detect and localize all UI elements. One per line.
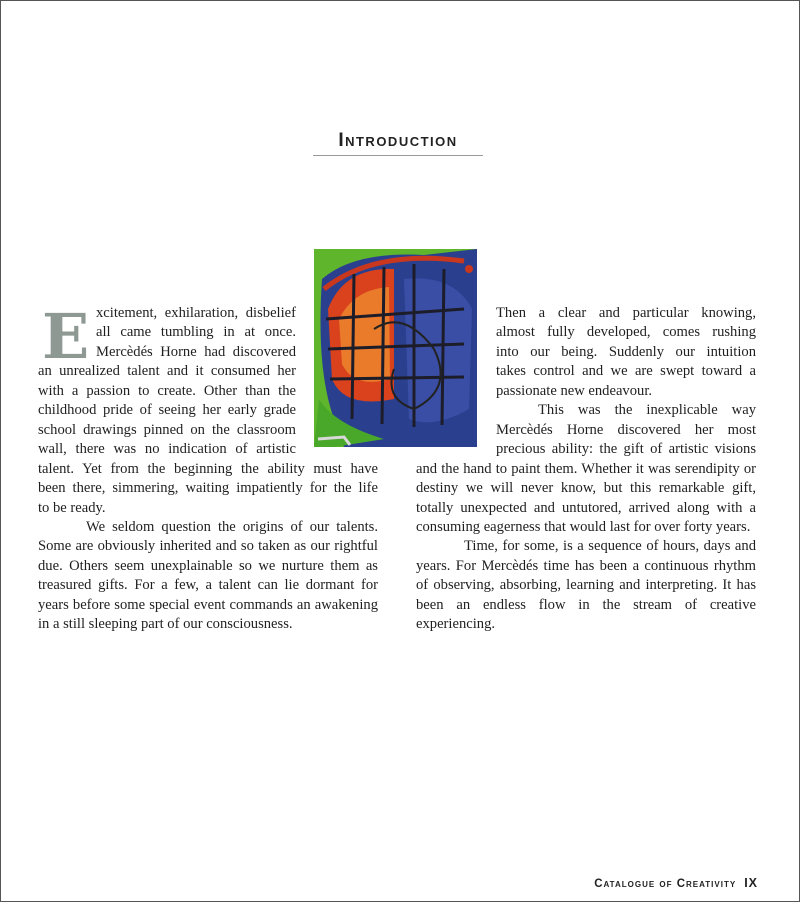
left-wrap-lines-dropcap (96, 304, 296, 362)
left-line: talent. Yet from the beginning the ability must have (38, 460, 378, 477)
right-wrap-lines (496, 304, 756, 460)
right-line: Mercèdés Horne discovered her most (496, 421, 756, 438)
right-line: precious ability: the gift of artistic visions (496, 441, 756, 458)
left-paragraph-2: We seldom question the origins of our talents. Some are obviously inherited and so taken as our rightful due. Others seem unexplainable so we nurture them as treasured gifts. For a few, a talent can lie dormant for years before some special event commands an awakening in a still sleeping part of our consciousness. (38, 518, 378, 633)
right-line: passionate new endeavour. (496, 382, 653, 399)
left-line: all came tumbling in at once. (96, 324, 296, 341)
right-line: almost fully developed, comes rushing (496, 324, 756, 341)
page-number: IX (744, 876, 758, 890)
page-footer (594, 876, 758, 890)
left-full-lines (38, 460, 378, 635)
left-line: xcitement, exhilaration, disbelief (96, 305, 296, 321)
right-line: This was the inexplicable way (538, 402, 756, 419)
left-line: been there, simmering, waiting impatiently for the life (38, 480, 378, 497)
right-paragraph-3: Time, for some, is a sequence of hours, days and years. For Mercèdés time has been a continuous rhythm of observing, absorbing, learning and interpreting. It has been an endless flow in the stream of creative experiencing. (416, 538, 756, 633)
footer-title: Catalogue of Creativity (594, 878, 737, 890)
right-paragraph-2-rest: and the hand to paint them. Whether it was serendipity or destiny we will never know, but this remarkable gift, totally unexpected and untutored, arrived along with a consuming eagerness that would last for over forty years. (416, 460, 756, 535)
drop-cap-letter: E (42, 300, 90, 373)
left-line: to be ready. (38, 499, 106, 516)
page-title: Introduction (338, 130, 458, 151)
left-line: an unrealized talent and it consumed her (38, 363, 296, 380)
abstract-painting (314, 249, 477, 447)
right-line: Then a clear and particular knowing, (496, 305, 756, 321)
left-line: wall, there was no indication of artistic (38, 441, 296, 458)
title-underline (313, 155, 483, 156)
left-line: childhood pride of seeing her early grade (38, 402, 296, 419)
left-line: school drawings pinned on the classroom (38, 421, 296, 438)
right-full-lines (416, 460, 756, 635)
right-line: takes control and we are swept toward a (496, 363, 756, 380)
left-line: with a passion to create. Other than the (38, 382, 296, 399)
left-line: Mercèdés Horne had discovered (96, 343, 296, 360)
right-line: into our being. Suddenly our intuition (496, 343, 756, 360)
left-wrap-lines-image (38, 362, 296, 459)
